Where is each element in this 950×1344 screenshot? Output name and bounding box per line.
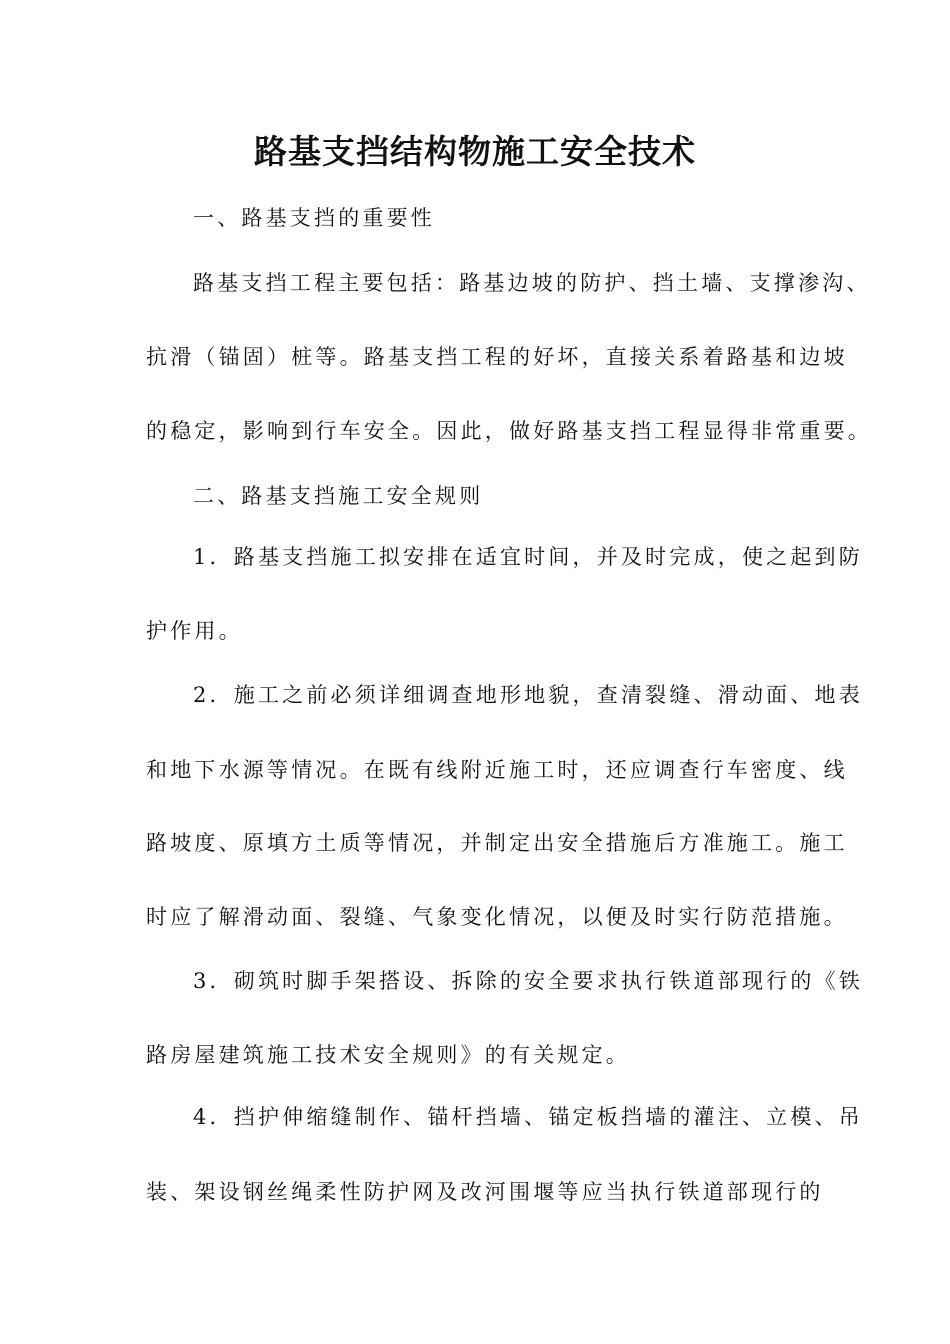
section-heading-2: 二、路基支挡施工安全规则 — [193, 484, 484, 508]
section-heading-1: 一、路基支挡的重要性 — [193, 206, 435, 230]
paragraph-line: 装、架设钢丝绳柔性防护网及改河围堰等应当执行铁道部现行的 — [146, 1180, 824, 1204]
document-title: 路基支挡结构物施工安全技术 — [254, 132, 696, 171]
paragraph-line: 抗滑（锚固）桩等。路基支挡工程的好坏，直接关系着路基和边坡 — [146, 345, 848, 369]
paragraph-line: 2．施工之前必须详细调查地形地貌，查清裂缝、滑动面、地表 — [193, 683, 863, 707]
paragraph-line: 路房屋建筑施工技术安全规则》的有关规定。 — [146, 1043, 630, 1067]
paragraph-line: 的稳定，影响到行车安全。因此，做好路基支挡工程显得非常重要。 — [146, 419, 872, 443]
paragraph-line: 路坡度、原填方土质等情况，并制定出安全措施后方准施工。施工 — [146, 831, 848, 855]
paragraph-line: 和地下水源等情况。在既有线附近施工时，还应调查行车密度、线 — [146, 758, 848, 782]
paragraph-line: 护作用。 — [146, 619, 243, 643]
paragraph-line: 1．路基支挡施工拟安排在适宜时间，并及时完成，使之起到防 — [193, 545, 863, 569]
paragraph-line: 时应了解滑动面、裂缝、气象变化情况，以便及时实行防范措施。 — [146, 905, 848, 929]
paragraph-line: 路基支挡工程主要包括：路基边坡的防护、挡土墙、支撑渗沟、 — [193, 271, 871, 295]
paragraph-line: 4．挡护伸缩缝制作、锚杆挡墙、锚定板挡墙的灌注、立模、吊 — [193, 1105, 863, 1129]
paragraph-line: 3．砌筑时脚手架搭设、拆除的安全要求执行铁道部现行的《铁 — [193, 969, 863, 993]
